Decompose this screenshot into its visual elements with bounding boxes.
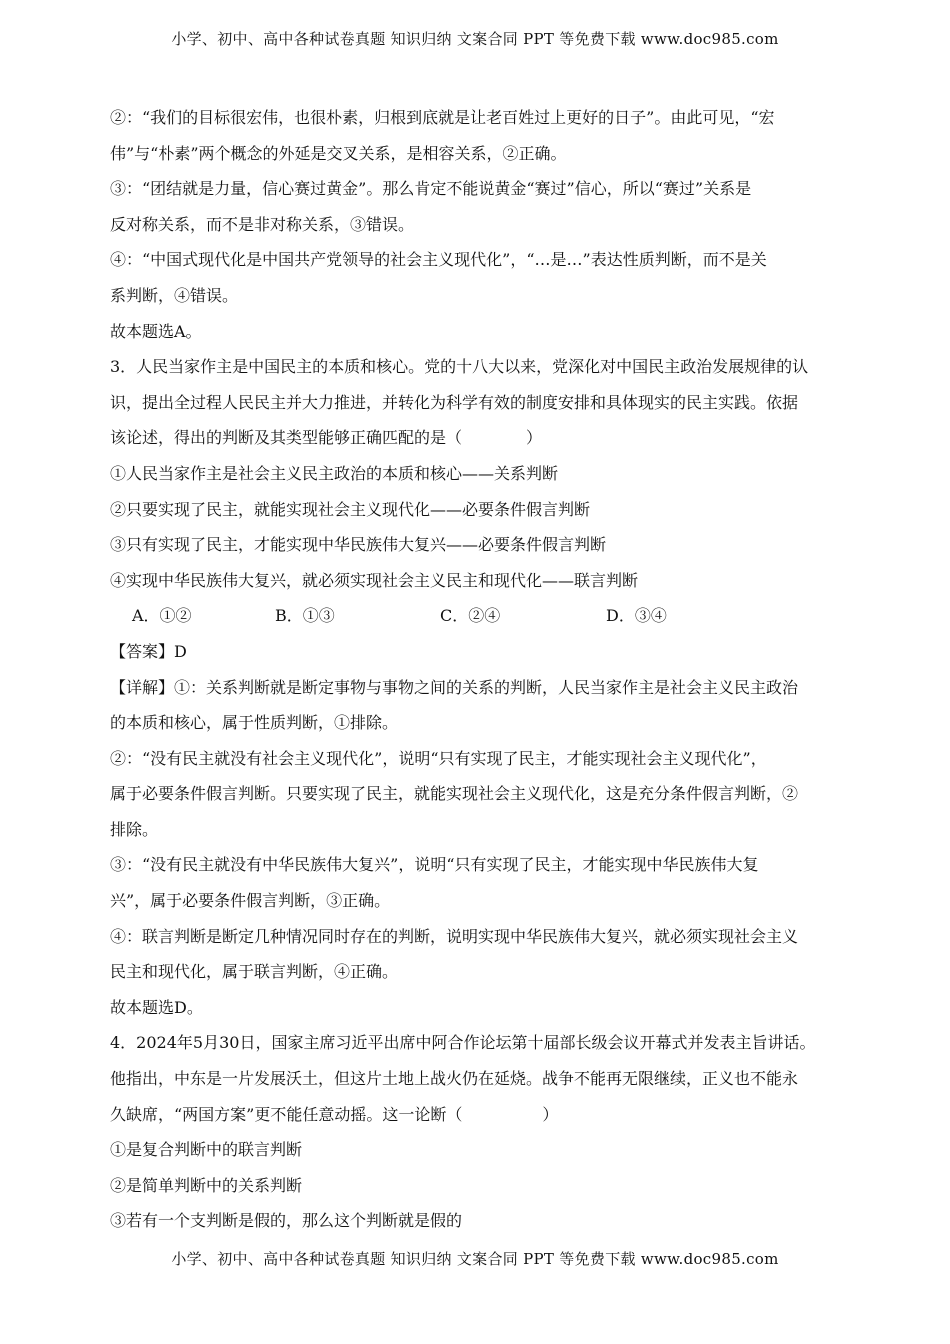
q3-option-b: B．①③ <box>275 606 335 626</box>
q4-statement-3: ③若有一个支判断是假的，那么这个判断就是假的 <box>110 1211 463 1231</box>
q3-statement-2: ②只要实现了民主，就能实现社会主义现代化——必要条件假言判断 <box>110 499 591 519</box>
q3-option-d: D．③④ <box>606 606 667 626</box>
q3-option-a: A．①② <box>132 606 192 626</box>
q2-analysis-line: 反对称关系，而不是非对称关系，③错误。 <box>110 214 415 234</box>
q3-answer: 【答案】D <box>110 641 187 661</box>
q3-option-c: C．②④ <box>440 606 501 626</box>
q3-detail-line: 排除。 <box>110 819 159 839</box>
q3-stem-line: 该论述，得出的判断及其类型能够正确匹配的是（ ） <box>110 428 543 448</box>
q3-statement-1: ①人民当家作主是社会主义民主政治的本质和核心——关系判断 <box>110 463 559 483</box>
q4-stem-line: 他指出，中东是一片发展沃土，但这片土地上战火仍在延烧。战争不能再无限继续，正义也不能永 <box>110 1069 799 1089</box>
q4-stem-line: 久缺席，“两国方案”更不能任意动摇。这一论断（ ） <box>110 1104 559 1124</box>
q3-detail-line: 的本质和核心，属于性质判断，①排除。 <box>110 713 399 733</box>
page-header: 小学、初中、高中各种试卷真题 知识归纳 文案合同 PPT 等免费下载 www.doc985.com <box>171 30 779 48</box>
q2-analysis-line: 伟”与“朴素”两个概念的外延是交叉关系，是相容关系，②正确。 <box>110 143 567 163</box>
q3-statement-4: ④实现中华民族伟大复兴，就必须实现社会主义民主和现代化——联言判断 <box>110 570 639 590</box>
q4-stem-line: 4．2024年5月30日，国家主席习近平出席中阿合作论坛第十届部长级会议开幕式并发表主旨讲话。 <box>110 1033 816 1053</box>
q3-detail-line: ④：联言判断是断定几种情况同时存在的判断，说明实现中华民族伟大复兴，就必须实现社会主义 <box>110 926 799 946</box>
q3-stem-line: 识，提出全过程人民民主并大力推进，并转化为科学有效的制度安排和具体现实的民主实践。依据 <box>110 392 799 412</box>
q3-conclusion: 故本题选D。 <box>110 997 203 1017</box>
q4-statement-2: ②是简单判断中的关系判断 <box>110 1175 303 1195</box>
q2-analysis-line: ③：“团结就是力量，信心赛过黄金”。那么肯定不能说黄金“赛过”信心，所以“赛过”关系是 <box>110 179 752 199</box>
q2-conclusion: 故本题选A。 <box>110 321 202 341</box>
document-body <box>110 100 840 1239</box>
q3-statement-3: ③只有实现了民主，才能实现中华民族伟大复兴——必要条件假言判断 <box>110 535 607 555</box>
q3-detail-line: 【详解】①：关系判断就是断定事物与事物之间的关系的判断，人民当家作主是社会主义民主政治 <box>110 677 799 697</box>
q4-statement-1: ①是复合判断中的联言判断 <box>110 1140 303 1160</box>
q2-analysis-line: ②：“我们的目标很宏伟，也很朴素，归根到底就是让老百姓过上更好的日子”。由此可见，“宏 <box>110 108 775 127</box>
q2-analysis-line: ④：“中国式现代化是中国共产党领导的社会主义现代化”，“…是…”表达性质判断，而不是关 <box>110 250 767 270</box>
q2-analysis-line: 系判断，④错误。 <box>110 285 239 305</box>
q3-detail-line: 兴”，属于必要条件假言判断，③正确。 <box>110 891 391 911</box>
q3-options <box>110 598 840 634</box>
q3-detail-line: 民主和现代化，属于联言判断，④正确。 <box>110 962 399 982</box>
q3-detail-line: ③：“没有民主就没有中华民族伟大复兴”，说明“只有实现了民主，才能实现中华民族伟大复 <box>110 855 759 875</box>
q3-detail-line: ②：“没有民主就没有社会主义现代化”，说明“只有实现了民主，才能实现社会主义现代化”， <box>110 748 767 768</box>
q3-stem-line: 3．人民当家作主是中国民主的本质和核心。党的十八大以来，党深化对中国民主政治发展规律的认 <box>110 357 809 377</box>
page-footer: 小学、初中、高中各种试卷真题 知识归纳 文案合同 PPT 等免费下载 www.doc985.com <box>171 1250 779 1268</box>
q3-detail-line: 属于必要条件假言判断。只要实现了民主，就能实现社会主义现代化，这是充分条件假言判断，② <box>110 784 799 804</box>
